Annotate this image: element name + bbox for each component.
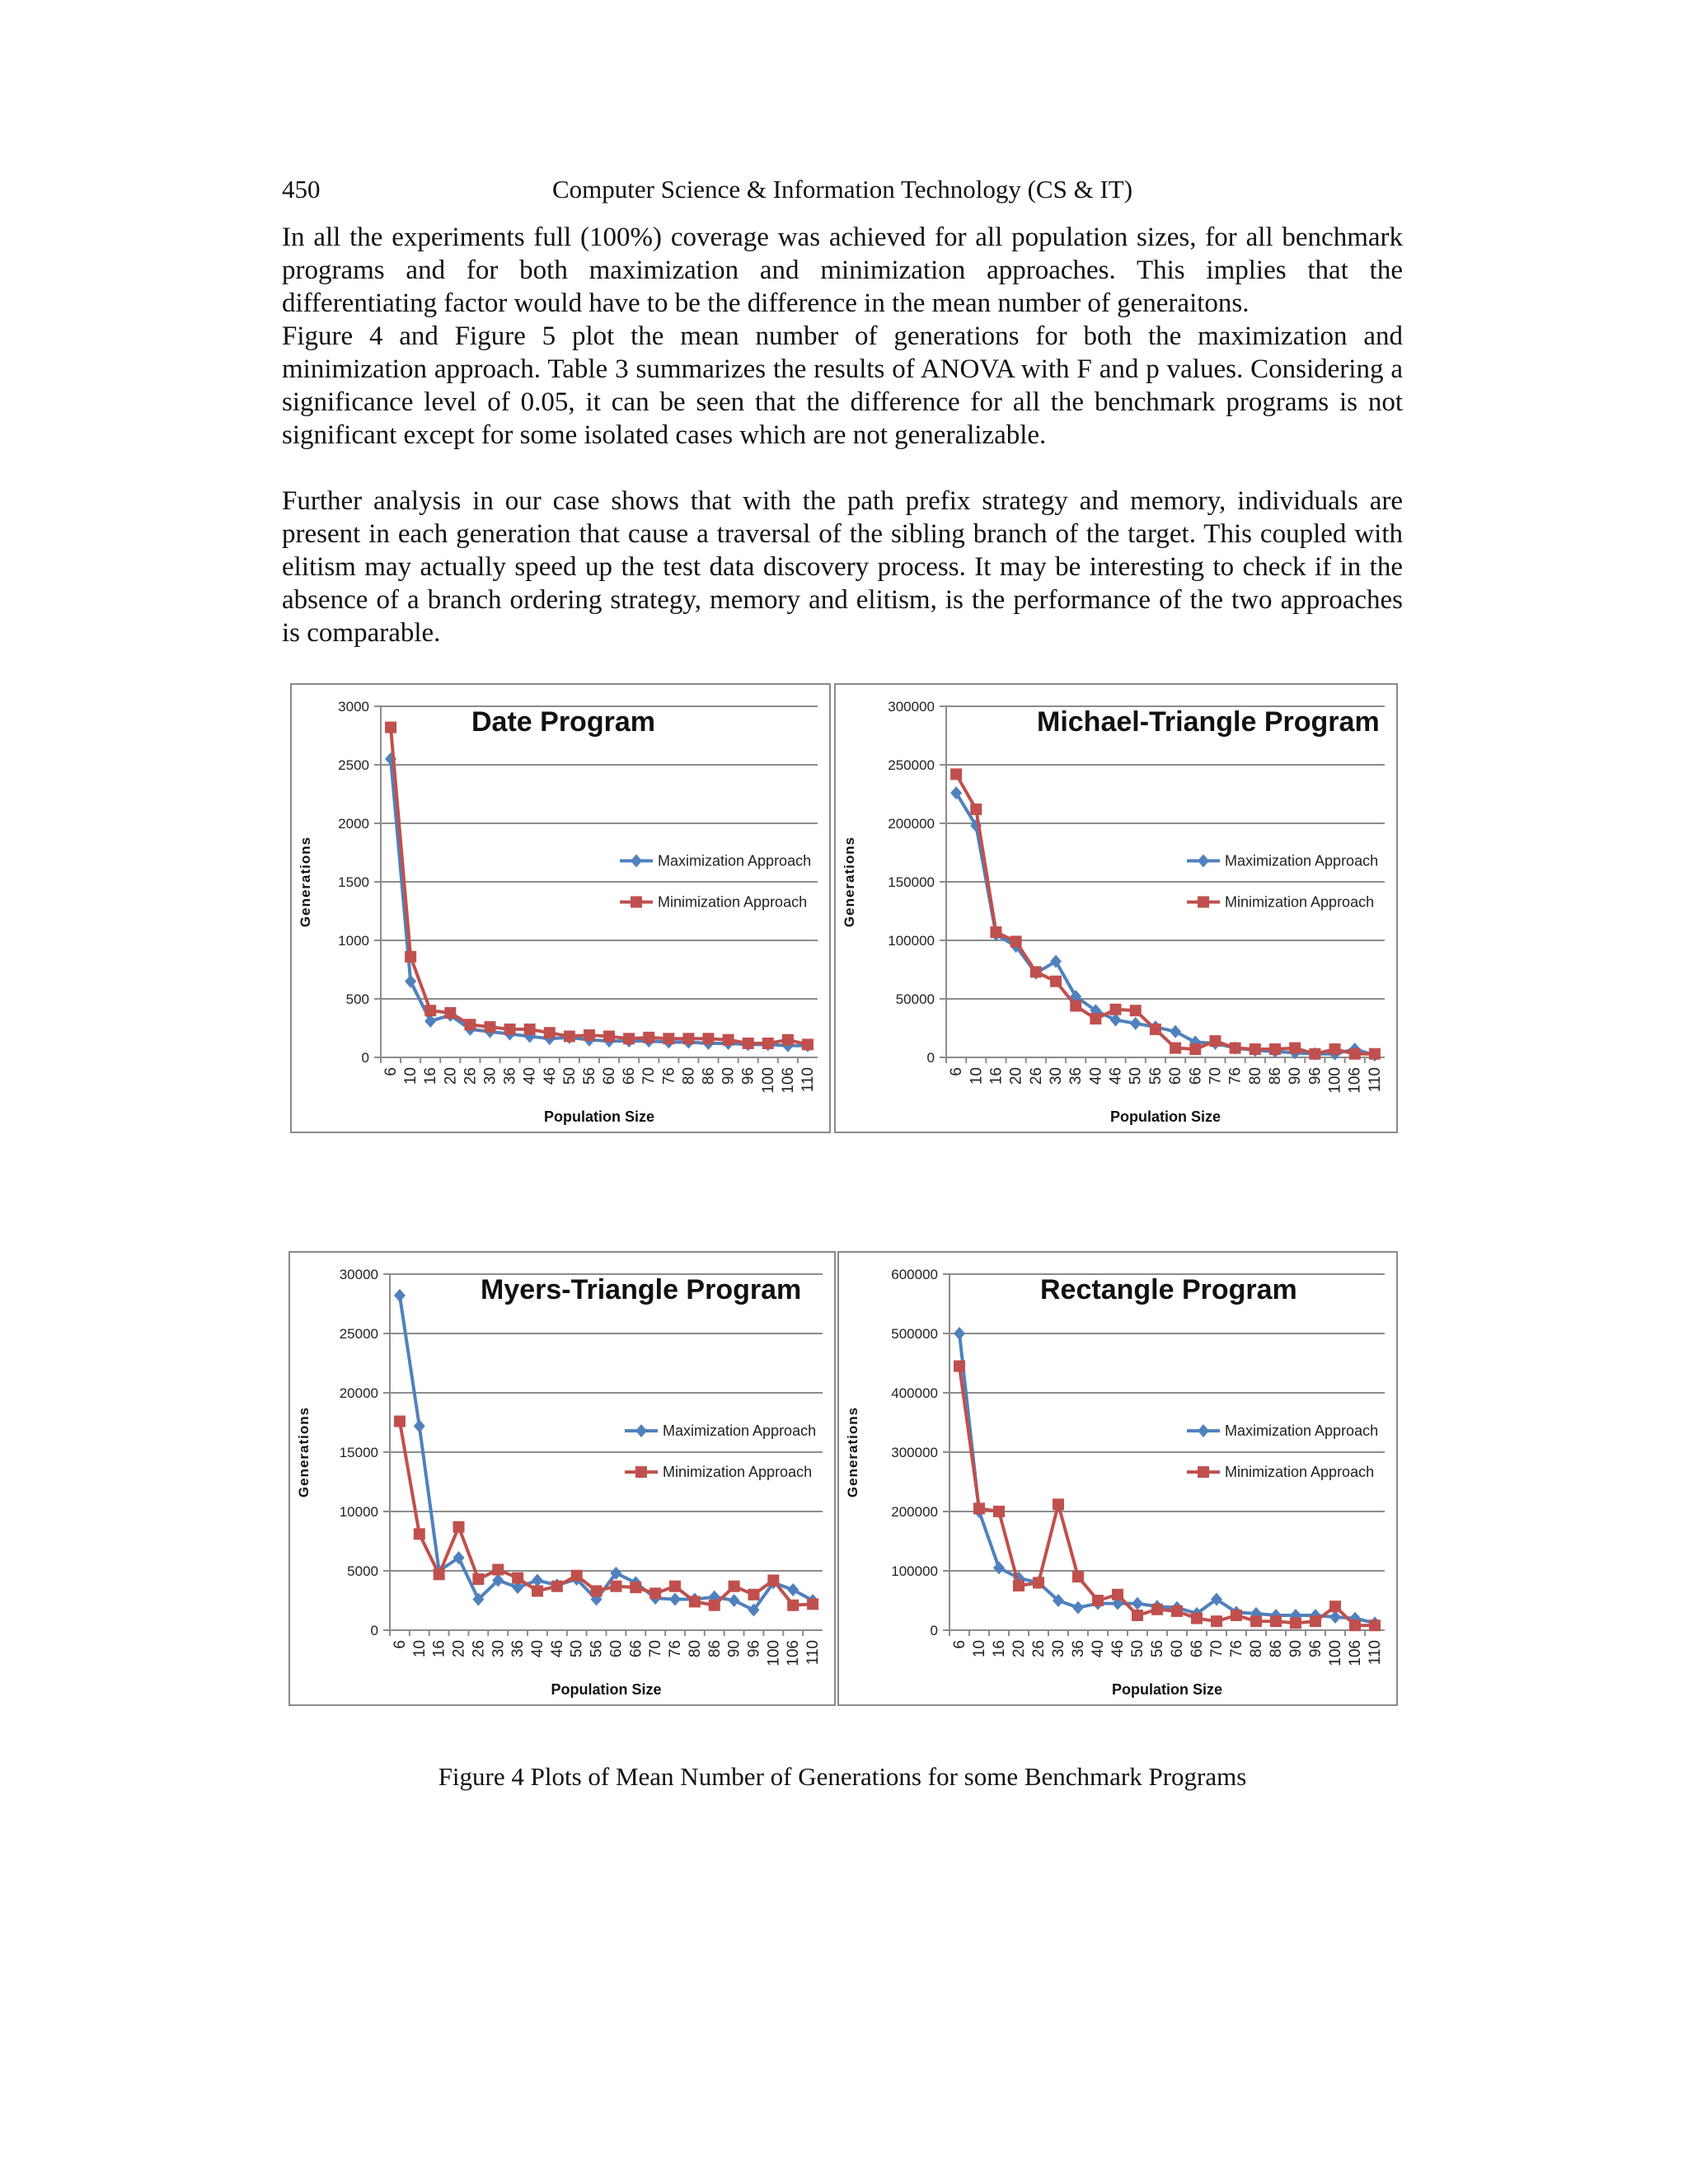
x-tick-label: 30: [1050, 1640, 1067, 1658]
data-point-minimization: [1070, 1001, 1081, 1012]
x-axis-title: Population Size: [543, 1108, 655, 1125]
legend-marker-minimization: [1198, 896, 1209, 907]
x-tick-label: 66: [1189, 1640, 1206, 1658]
x-tick-label: 106: [1346, 1067, 1364, 1094]
series-line-minimization: [956, 774, 1375, 1053]
y-tick-label: 500000: [891, 1326, 938, 1342]
data-point-minimization: [424, 1005, 436, 1016]
data-point-minimization: [472, 1573, 484, 1585]
x-tick-label: 26: [1030, 1640, 1048, 1658]
data-point-minimization: [643, 1032, 654, 1043]
data-point-minimization: [1150, 1024, 1161, 1035]
data-point-minimization: [1310, 1615, 1321, 1627]
x-tick-label: 50: [1127, 1067, 1145, 1085]
y-tick-label: 1500: [338, 874, 369, 890]
x-tick-label: 100: [759, 1067, 777, 1094]
legend-label: Maximization Approach: [663, 1422, 817, 1440]
x-tick-label: 86: [706, 1640, 724, 1658]
data-point-minimization: [453, 1521, 465, 1533]
x-tick-label: 36: [1070, 1640, 1087, 1658]
x-tick-label: 66: [1187, 1067, 1205, 1085]
data-point-minimization: [1132, 1610, 1143, 1621]
x-tick-label: 46: [1109, 1640, 1127, 1658]
x-tick-label: 30: [1048, 1067, 1065, 1085]
data-point-minimization: [1191, 1613, 1203, 1624]
y-tick-label: 20000: [339, 1385, 378, 1401]
data-point-maximization: [1130, 1017, 1142, 1030]
data-point-minimization: [591, 1585, 603, 1596]
page-number: 450: [282, 175, 321, 204]
y-tick-label: 300000: [891, 1445, 938, 1460]
data-point-minimization: [1250, 1043, 1261, 1055]
data-point-minimization: [1369, 1619, 1381, 1631]
x-tick-label: 80: [1246, 1067, 1264, 1085]
x-tick-label: 40: [521, 1067, 539, 1085]
data-point-minimization: [748, 1589, 759, 1601]
y-tick-label: 250000: [888, 757, 935, 773]
data-point-minimization: [1112, 1589, 1123, 1601]
x-tick-label: 56: [588, 1640, 606, 1658]
x-tick-label: 16: [422, 1067, 440, 1085]
x-tick-label: 110: [1367, 1640, 1384, 1666]
data-point-maximization: [394, 1289, 406, 1302]
data-point-minimization: [682, 1033, 694, 1044]
data-point-minimization: [787, 1600, 799, 1611]
chart-myers-triangle: [288, 1251, 836, 1706]
series-line-minimization: [391, 728, 808, 1045]
data-point-minimization: [669, 1581, 681, 1592]
data-point-minimization: [709, 1600, 720, 1611]
data-point-minimization: [990, 926, 1001, 938]
x-tick-label: 70: [647, 1640, 665, 1658]
data-point-minimization: [512, 1572, 523, 1584]
data-point-minimization: [485, 1021, 496, 1033]
x-tick-label: 96: [1307, 1640, 1325, 1658]
x-tick-label: 110: [1366, 1067, 1384, 1093]
data-point-minimization: [1030, 966, 1042, 977]
data-point-minimization: [1090, 1013, 1101, 1024]
x-tick-label: 70: [1207, 1067, 1225, 1085]
y-tick-label: 10000: [339, 1504, 378, 1520]
data-point-minimization: [571, 1570, 583, 1582]
legend-label: Maximization Approach: [658, 852, 812, 869]
data-point-maximization: [1110, 1014, 1122, 1027]
figure-caption: Figure 4 Plots of Mean Number of Generations for some Benchmark Programs: [438, 1762, 1247, 1791]
data-point-minimization: [564, 1030, 575, 1042]
x-tick-label: 60: [1169, 1640, 1186, 1658]
chart-title: Michael-Triangle Program: [1037, 706, 1380, 738]
y-tick-label: 400000: [891, 1385, 938, 1401]
y-tick-label: 0: [370, 1623, 378, 1638]
data-point-minimization: [444, 1007, 456, 1019]
x-tick-label: 50: [560, 1067, 579, 1085]
y-tick-label: 100000: [891, 1563, 938, 1579]
y-tick-label: 25000: [339, 1326, 378, 1342]
data-point-minimization: [584, 1029, 595, 1041]
x-axis-title: Population Size: [551, 1681, 662, 1698]
x-tick-label: 46: [548, 1640, 566, 1658]
y-axis-title: Generations: [298, 836, 313, 928]
x-tick-label: 26: [1027, 1067, 1045, 1085]
data-point-minimization: [1329, 1043, 1341, 1055]
data-point-minimization: [630, 1582, 641, 1593]
data-point-minimization: [623, 1033, 635, 1044]
y-tick-label: 200000: [888, 816, 935, 832]
data-point-minimization: [551, 1581, 563, 1592]
data-point-minimization: [1170, 1043, 1181, 1054]
y-tick-label: 500: [345, 991, 369, 1007]
x-tick-label: 90: [720, 1067, 738, 1085]
x-tick-label: 110: [804, 1640, 823, 1666]
x-tick-label: 70: [1208, 1640, 1226, 1658]
data-point-minimization: [610, 1581, 621, 1592]
x-tick-label: 96: [739, 1067, 757, 1085]
data-point-minimization: [1289, 1043, 1301, 1054]
legend-label: Minimization Approach: [1225, 893, 1375, 911]
x-tick-label: 6: [391, 1640, 409, 1649]
x-tick-label: 30: [490, 1640, 508, 1658]
legend-marker-maximization: [635, 1424, 647, 1437]
x-tick-label: 10: [971, 1640, 988, 1658]
x-tick-label: 50: [568, 1640, 586, 1658]
data-point-minimization: [434, 1568, 445, 1580]
chart-date-svg: [292, 685, 829, 1132]
paragraph-1: In all the experiments full (100%) coverage was achieved for all population sizes, for all benchmark programs and for both maximization and minimization approaches. This implies that the differentiating factor would have to be the difference in the mean number of generaitons.: [282, 223, 1403, 318]
data-point-minimization: [414, 1528, 425, 1540]
data-point-minimization: [1072, 1571, 1084, 1582]
data-point-maximization: [669, 1593, 681, 1606]
data-point-minimization: [1130, 1005, 1142, 1016]
x-tick-label: 36: [1067, 1067, 1085, 1085]
data-point-minimization: [689, 1596, 701, 1607]
legend-label: Minimization Approach: [1225, 1464, 1375, 1481]
data-point-minimization: [1309, 1048, 1320, 1060]
legend-marker-minimization: [631, 896, 642, 907]
data-point-minimization: [762, 1038, 774, 1049]
x-tick-label: 16: [430, 1640, 448, 1658]
data-point-minimization: [504, 1024, 516, 1035]
x-tick-label: 36: [509, 1640, 528, 1658]
x-tick-label: 76: [1226, 1067, 1245, 1085]
data-point-minimization: [532, 1585, 543, 1596]
data-point-maximization: [787, 1583, 799, 1596]
data-point-minimization: [1171, 1605, 1183, 1617]
chart-rectangle-svg: [839, 1253, 1396, 1704]
data-point-minimization: [1230, 1043, 1241, 1054]
chart-date: [290, 683, 831, 1133]
x-tick-label: 60: [1167, 1067, 1185, 1085]
x-tick-label: 36: [501, 1067, 519, 1085]
y-tick-label: 150000: [888, 874, 935, 890]
data-point-minimization: [394, 1416, 406, 1427]
x-tick-label: 100: [765, 1640, 783, 1666]
x-tick-label: 80: [680, 1067, 698, 1085]
data-point-maximization: [414, 1419, 425, 1432]
data-point-maximization: [1072, 1601, 1084, 1615]
data-point-minimization: [1369, 1048, 1381, 1060]
data-point-minimization: [663, 1033, 674, 1044]
x-tick-label: 96: [745, 1640, 763, 1658]
x-tick-label: 90: [1287, 1067, 1305, 1085]
chart-rectangle: [837, 1251, 1398, 1706]
legend-marker-minimization: [635, 1466, 647, 1478]
x-tick-label: 66: [627, 1640, 645, 1658]
x-tick-label: 86: [1267, 1067, 1284, 1085]
x-tick-label: 76: [667, 1640, 685, 1658]
x-tick-label: 56: [1146, 1067, 1165, 1085]
chart-title: Rectangle Program: [1040, 1274, 1297, 1305]
data-point-minimization: [723, 1034, 734, 1046]
data-point-minimization: [1209, 1035, 1221, 1047]
x-tick-label: 86: [700, 1067, 718, 1085]
y-tick-label: 0: [926, 1050, 935, 1066]
x-tick-label: 46: [1107, 1067, 1125, 1085]
legend-label: Minimization Approach: [658, 893, 808, 911]
legend-label: Maximization Approach: [1225, 852, 1379, 869]
x-tick-label: 100: [1327, 1640, 1344, 1666]
data-point-maximization: [993, 1561, 1005, 1574]
x-tick-label: 10: [402, 1067, 420, 1085]
chart-myers-triangle-svg: [290, 1253, 834, 1704]
y-tick-label: 600000: [891, 1267, 938, 1282]
legend-marker-maximization: [1198, 854, 1209, 867]
x-axis-title: Population Size: [1109, 1108, 1221, 1125]
data-point-minimization: [743, 1038, 754, 1049]
paragraph-2: Figure 4 and Figure 5 plot the mean number of generations for both the maximization and minimization approach. Table 3 summarizes the results of ANOVA with F and p values. Considering a significance level of 0.05, it can be seen that the difference for all the benchmark programs is not significant except for some isolated cases which are not generalizable.: [282, 321, 1403, 450]
legend-label: Maximization Approach: [1225, 1422, 1379, 1440]
data-point-minimization: [544, 1027, 556, 1038]
x-tick-label: 10: [968, 1067, 986, 1085]
x-tick-label: 6: [948, 1067, 966, 1076]
x-tick-label: 30: [481, 1067, 499, 1085]
legend-label: Minimization Approach: [663, 1464, 813, 1481]
x-tick-label: 60: [607, 1640, 626, 1658]
x-tick-label: 56: [580, 1067, 598, 1085]
x-tick-label: 40: [1087, 1067, 1105, 1085]
data-point-minimization: [1010, 935, 1022, 947]
data-point-minimization: [993, 1506, 1005, 1517]
x-tick-label: 16: [991, 1640, 1008, 1658]
data-point-minimization: [1092, 1595, 1104, 1606]
x-tick-label: 80: [1248, 1640, 1265, 1658]
data-point-minimization: [1053, 1498, 1064, 1510]
data-point-minimization: [782, 1034, 794, 1046]
data-point-minimization: [1250, 1615, 1262, 1627]
x-tick-label: 20: [1007, 1067, 1025, 1085]
y-tick-label: 100000: [888, 933, 935, 949]
chart-michael-triangle: [834, 683, 1398, 1133]
y-axis-title: Generations: [296, 1406, 312, 1498]
data-point-minimization: [1211, 1615, 1222, 1627]
x-tick-label: 56: [1149, 1640, 1166, 1658]
x-tick-label: 6: [951, 1640, 968, 1649]
y-tick-label: 2500: [338, 757, 369, 773]
x-tick-label: 6: [382, 1067, 401, 1076]
y-axis-title: Generations: [842, 836, 857, 928]
data-point-minimization: [649, 1587, 661, 1599]
x-tick-label: 90: [1287, 1640, 1305, 1658]
paragraph-3: Further analysis in our case shows that with the path prefix strategy and memory, individuals are present in each generation that cause a traversal of the sibling branch of the target. This coupled with elitism may actually speed up the test data discovery process. It may be interesting to check if in the absence of a branch ordering strategy, memory and elitism, is the performance of the two approaches is comparable.: [282, 486, 1403, 648]
data-point-maximization: [954, 1327, 965, 1340]
x-tick-label: 50: [1129, 1640, 1146, 1658]
chart-title: Date Program: [471, 706, 655, 738]
x-tick-label: 66: [621, 1067, 639, 1085]
data-point-minimization: [973, 1502, 985, 1514]
x-tick-label: 106: [1347, 1640, 1364, 1666]
chart-title: Myers-Triangle Program: [481, 1274, 802, 1305]
x-tick-label: 110: [799, 1067, 817, 1093]
data-point-minimization: [802, 1038, 814, 1050]
y-tick-label: 1000: [338, 933, 369, 949]
y-axis-title: Generations: [845, 1406, 860, 1498]
data-point-minimization: [492, 1564, 504, 1576]
y-tick-label: 30000: [339, 1267, 378, 1282]
y-tick-label: 50000: [895, 991, 935, 1007]
data-point-minimization: [1269, 1043, 1281, 1055]
data-point-minimization: [1349, 1619, 1361, 1631]
y-tick-label: 5000: [347, 1563, 378, 1579]
y-tick-label: 3000: [338, 699, 369, 715]
x-tick-label: 20: [450, 1640, 468, 1658]
page-header: [282, 173, 1403, 206]
data-point-maximization: [532, 1574, 543, 1587]
x-tick-label: 76: [1228, 1640, 1245, 1658]
y-tick-label: 300000: [888, 699, 935, 715]
x-tick-label: 26: [462, 1067, 480, 1085]
data-point-minimization: [1013, 1580, 1025, 1591]
series-line-minimization: [400, 1422, 813, 1605]
data-point-minimization: [1290, 1617, 1301, 1629]
legend-marker-minimization: [1198, 1466, 1209, 1478]
x-tick-label: 16: [987, 1067, 1006, 1085]
data-point-minimization: [1349, 1048, 1361, 1060]
x-axis-title: Population Size: [1111, 1681, 1223, 1698]
data-point-minimization: [464, 1019, 476, 1030]
x-tick-label: 90: [725, 1640, 743, 1658]
x-tick-label: 70: [640, 1067, 659, 1085]
data-point-minimization: [1151, 1604, 1163, 1615]
x-tick-label: 96: [1306, 1067, 1325, 1085]
legend-marker-maximization: [631, 854, 642, 867]
x-tick-label: 10: [410, 1640, 429, 1658]
data-point-minimization: [729, 1581, 740, 1592]
series-line-maximization: [956, 793, 1375, 1055]
legend-marker-maximization: [1198, 1424, 1209, 1437]
data-point-maximization: [1170, 1025, 1181, 1038]
data-point-minimization: [1050, 976, 1062, 987]
x-tick-label: 106: [779, 1067, 797, 1094]
data-point-minimization: [1231, 1610, 1242, 1621]
data-point-minimization: [1033, 1577, 1044, 1588]
data-point-minimization: [1110, 1004, 1122, 1015]
x-tick-label: 100: [1326, 1067, 1344, 1094]
data-point-maximization: [1132, 1597, 1143, 1610]
x-tick-label: 80: [686, 1640, 704, 1658]
x-tick-label: 86: [1268, 1640, 1285, 1658]
data-point-minimization: [807, 1598, 818, 1610]
y-tick-label: 15000: [339, 1445, 378, 1460]
data-point-minimization: [1329, 1601, 1341, 1612]
data-point-minimization: [767, 1575, 779, 1586]
body-text: [282, 221, 1403, 649]
x-tick-label: 40: [1090, 1640, 1107, 1658]
data-point-maximization: [729, 1594, 740, 1607]
data-point-minimization: [970, 804, 982, 815]
x-tick-label: 26: [470, 1640, 488, 1658]
journal-title: Computer Science & Information Technology (CS & IT): [551, 175, 1133, 204]
x-tick-label: 40: [528, 1640, 546, 1658]
data-point-minimization: [954, 1361, 965, 1372]
data-point-minimization: [950, 768, 962, 780]
x-tick-label: 46: [541, 1067, 559, 1085]
x-tick-label: 60: [601, 1067, 619, 1085]
data-point-minimization: [603, 1030, 615, 1042]
data-point-minimization: [1270, 1615, 1282, 1627]
x-tick-label: 106: [785, 1640, 803, 1666]
y-tick-label: 0: [361, 1050, 369, 1066]
data-point-minimization: [405, 951, 416, 963]
data-point-minimization: [1189, 1043, 1201, 1055]
x-tick-label: 20: [1010, 1640, 1028, 1658]
chart-michael-triangle-svg: [836, 685, 1396, 1132]
y-tick-label: 200000: [891, 1504, 938, 1520]
y-tick-label: 2000: [338, 816, 369, 832]
data-point-minimization: [524, 1024, 536, 1035]
x-tick-label: 20: [442, 1067, 460, 1085]
data-point-minimization: [385, 722, 396, 733]
x-tick-label: 76: [660, 1067, 678, 1085]
data-point-minimization: [703, 1033, 715, 1044]
y-tick-label: 0: [930, 1623, 938, 1638]
